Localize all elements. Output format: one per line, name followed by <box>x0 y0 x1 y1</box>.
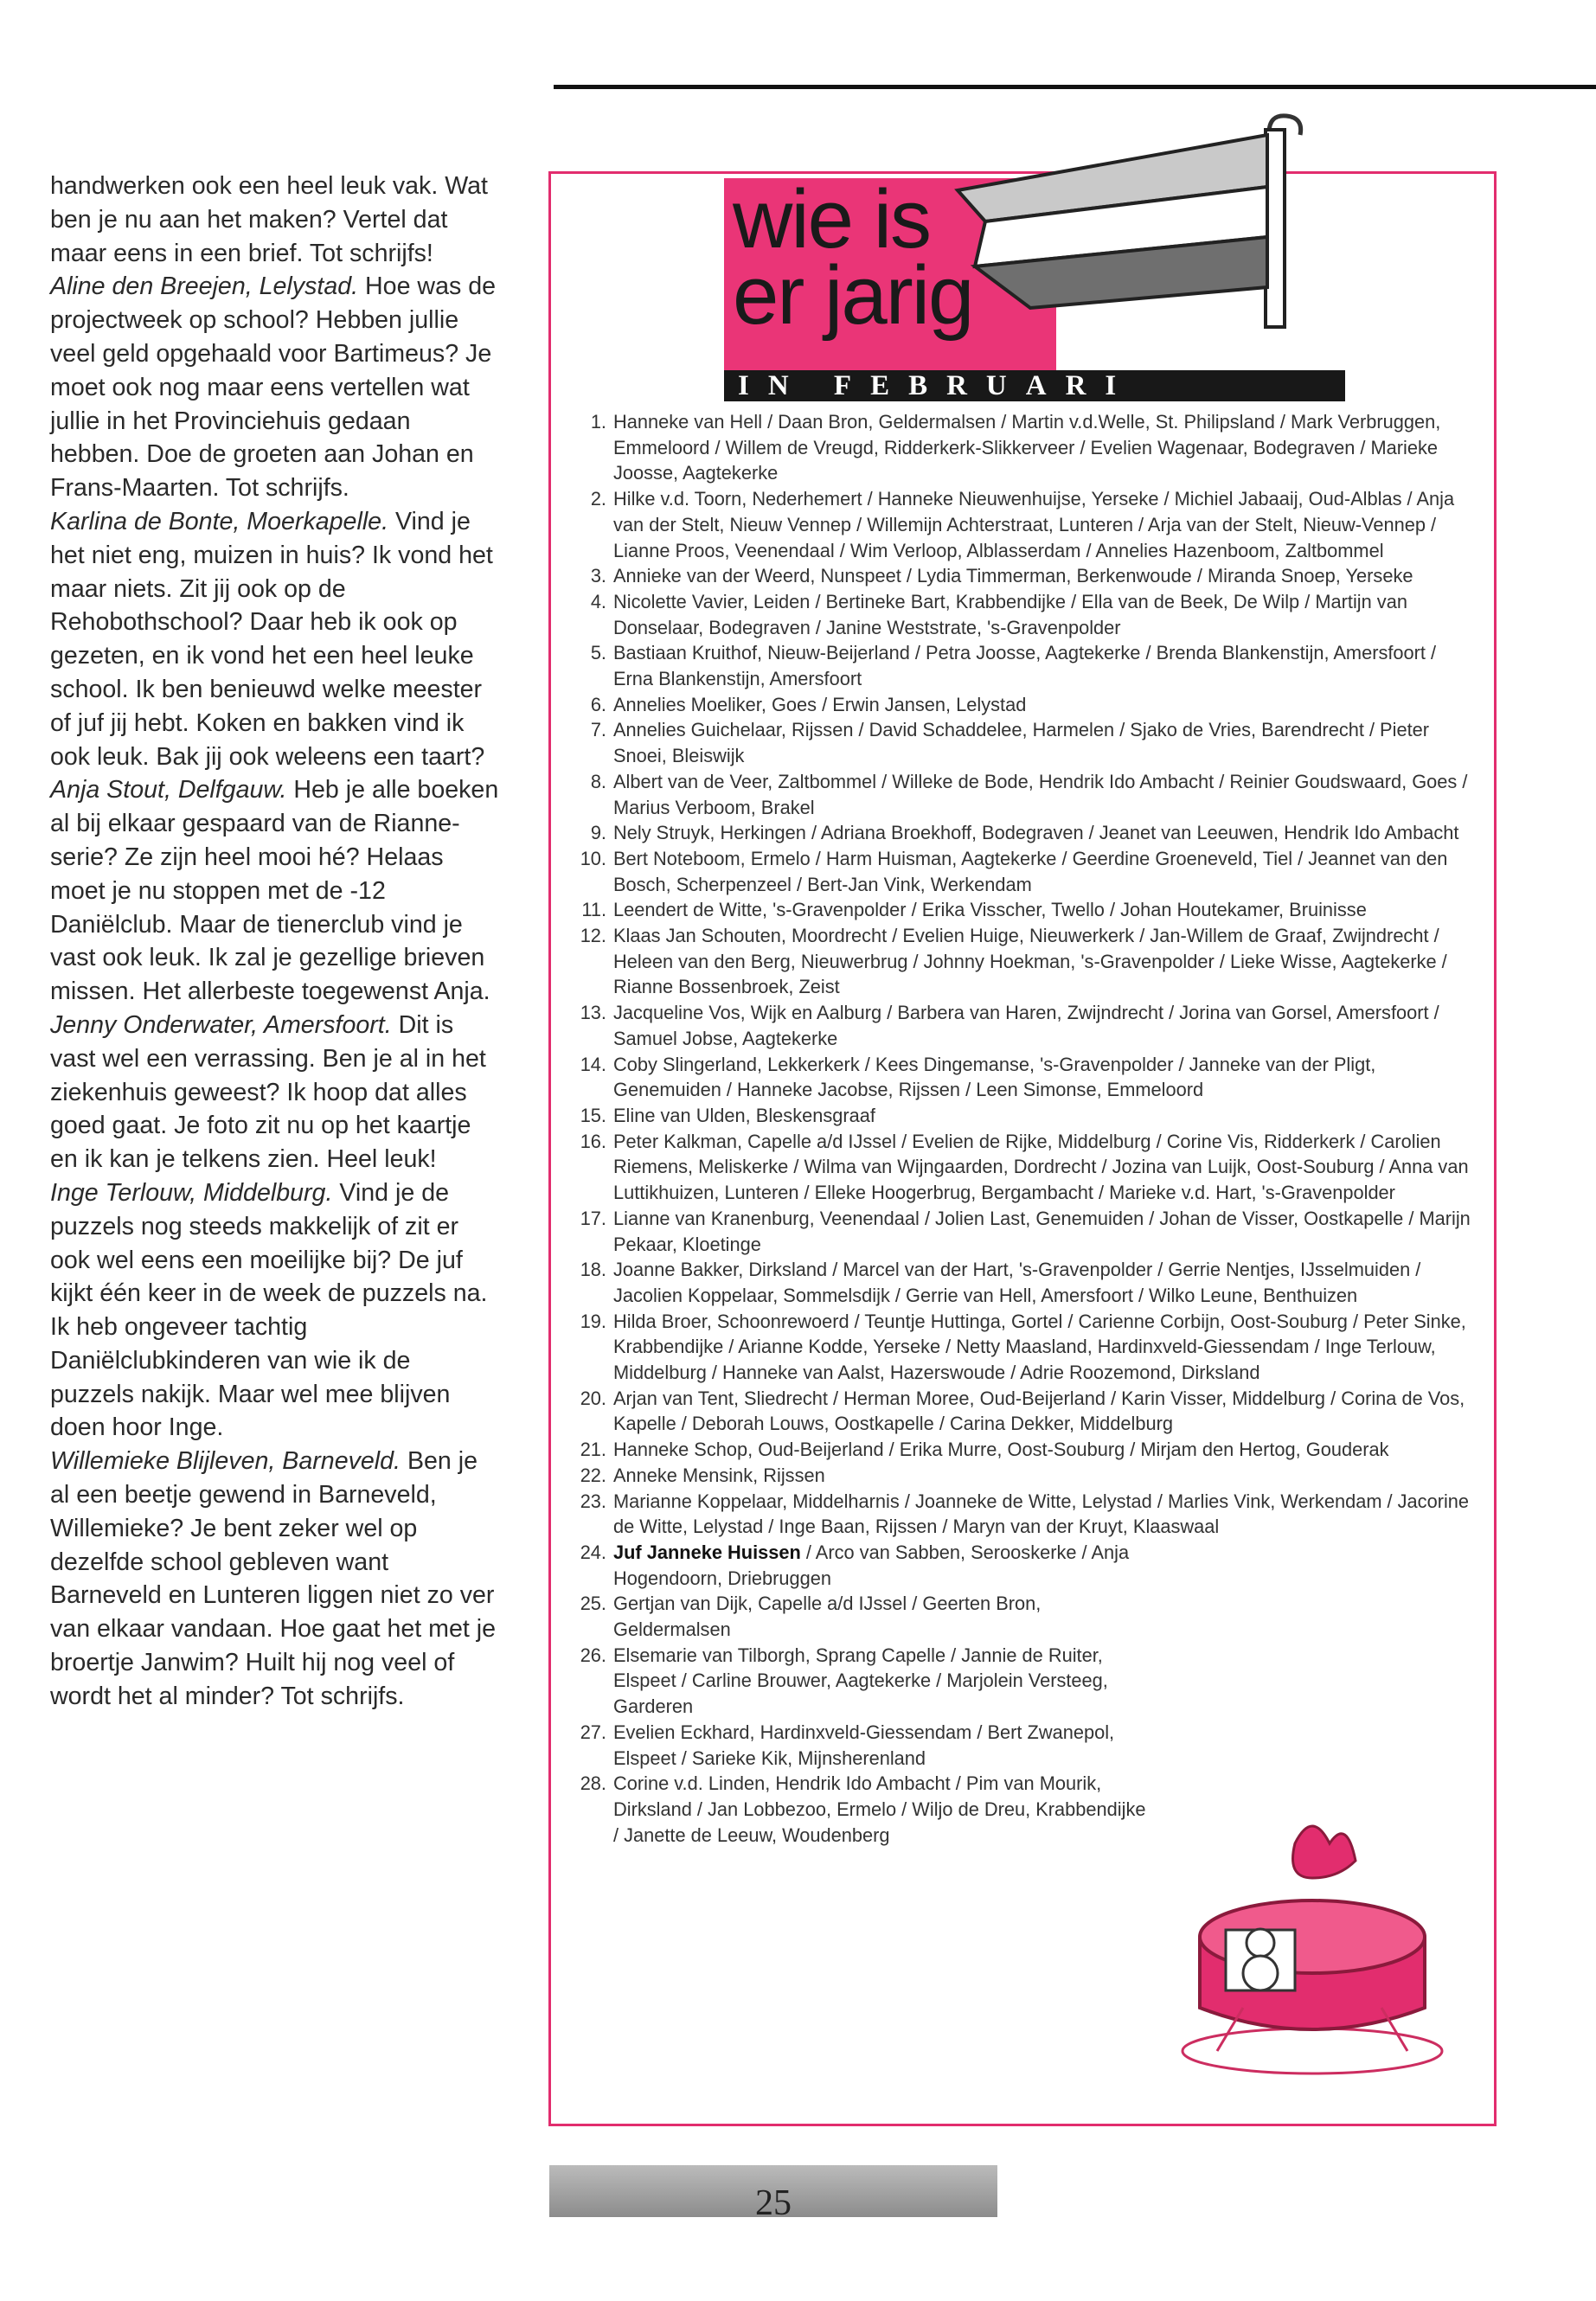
letter-text: Vind je de puzzels nog steeds makkelijk of zit er ook wel eens een moeilijke bij? De juf kijkt één keer in de week de puzzels na. Ik heb ongeveer tachtig Daniëlclubkinderen van wie ik de puzzels nakijk. Maar wel mee blijven doen hoor Inge. <box>50 1178 488 1442</box>
day-number: 25. <box>580 1593 606 1615</box>
title-line-1: wie is <box>733 173 931 266</box>
day-number: 24. <box>580 1541 606 1563</box>
letter-paragraph <box>50 1176 500 1445</box>
letter-text: Dit is vast wel een verrassing. Ben je al in het ziekenhuis geweest? Ik hoop dat alles goed gaat. Je foto zit nu op het kaartje en ik kan je telkens zien. Heel leuk! <box>50 1010 486 1174</box>
day-number: 3. <box>590 565 606 587</box>
list-item <box>575 1103 1475 1129</box>
list-item <box>575 1129 1475 1206</box>
names: Evelien Eckhard, Hardinxveld-Giessendam / Bert Zwanepol, Elspeet / Sarieke Kik, Mijnsherenland <box>613 1721 1115 1769</box>
names: / Arco van Sabben, Serooskerke / Anja Hogendoorn, Driebruggen <box>613 1541 1130 1589</box>
birthday-box <box>548 171 1497 2126</box>
list-item <box>575 769 1475 820</box>
day-number: 8. <box>590 770 606 792</box>
page-footer <box>549 2165 997 2223</box>
list-item <box>575 1540 1150 1591</box>
day-number: 22. <box>580 1464 606 1486</box>
letter-paragraph <box>50 1445 500 1713</box>
list-item <box>575 1000 1475 1051</box>
names: Bert Noteboom, Ermelo / Harm Huisman, Aagtekerke / Geerdine Groeneveld, Tiel / Jeannet van den Bosch, Scherpenzeel / Bert-Jan Vink, Werkendam <box>613 847 1448 895</box>
day-number: 28. <box>580 1772 606 1795</box>
letter-text: Ben je al een beetje gewend in Barneveld, Willemieke? Je bent zeker wel op dezelfde school gebleven want Barneveld en Lunteren liggen niet zo ver van elkaar vandaan. Hoe gaat het met je broertje Janwim? Huilt hij nog veel of wordt het al minder? Tot schrijfs. <box>50 1447 497 1710</box>
highlighted-name: Juf Janneke Huissen <box>613 1541 801 1563</box>
day-number: 21. <box>580 1439 606 1461</box>
names: Arjan van Tent, Sliedrecht / Herman Moree, Oud-Beijerland / Karin Visser, Middelburg / Corina de Vos, Kapelle / Deborah Louws, Oostkapelle / Carina Dekker, Middelburg <box>613 1387 1465 1435</box>
list-item <box>575 1643 1150 1720</box>
letter-recipient: Anja Stout, Delfgauw. <box>50 776 287 804</box>
letters-column <box>50 170 500 1714</box>
names: Annieke van der Weerd, Nunspeet / Lydia Timmerman, Berkenwoude / Miranda Snoep, Yerseke <box>613 565 1413 587</box>
names: Leendert de Witte, 's-Gravenpolder / Erika Visscher, Twello / Johan Houtekamer, Bruinisse <box>613 899 1367 921</box>
list-item <box>575 1257 1475 1308</box>
title-line-2: er jarig <box>733 249 973 342</box>
day-number: 18. <box>580 1259 606 1281</box>
birthday-list <box>575 409 1475 1848</box>
list-item <box>575 820 1475 846</box>
letter-recipient: Aline den Breejen, Lelystad. <box>50 272 359 301</box>
day-number: 6. <box>590 693 606 715</box>
names: Bastiaan Kruithof, Nieuw-Beijerland / Petra Joosse, Aagtekerke / Brenda Blankenstijn, Amersfoort / Erna Blankenstijn, Amersfoort <box>613 642 1437 690</box>
names: Annelies Moeliker, Goes / Erwin Jansen, Lelystad <box>613 693 1027 715</box>
day-number: 23. <box>580 1490 606 1512</box>
names: Hanneke van Hell / Daan Bron, Geldermalsen / Martin v.d.Welle, St. Philipsland / Mark Verbruggen, Emmeloord / Willem de Vreugd, Ridderkerk-Slikkerveer / Evelien Wagenaar, Bodegraven / Marieke Joosse, Aagtekerke <box>613 411 1441 484</box>
letter-text: handwerken ook een heel leuk vak. Wat ben je nu aan het maken? Vertel dat maar eens in een brief. Tot schrijfs! <box>50 172 488 267</box>
day-number: 16. <box>580 1130 606 1152</box>
day-number: 15. <box>580 1104 606 1126</box>
day-number: 12. <box>580 925 606 947</box>
list-item <box>575 1463 1475 1489</box>
letter-paragraph <box>50 1009 500 1176</box>
list-item <box>575 717 1475 768</box>
month-banner: IN FEBRUARI <box>724 370 1345 401</box>
names: Jacqueline Vos, Wijk en Aalburg / Barbera van Haren, Zwijndrecht / Jorina van Gorsel, Amersfoort / Samuel Jobse, Aagtekerke <box>613 1002 1439 1049</box>
letter-text: Vind je het niet eng, muizen in huis? Ik vond het maar niets. Zit jij ook op de Rehobothschool? Daar heb ik ook op gezeten, en ik vond het een heel leuke school. Ik ben benieuwd welke meester of juf jij hebt. Koken en bakken vind ik ook leuk. Bak jij ook weleens een taart? <box>50 507 493 771</box>
list-item <box>575 1309 1475 1386</box>
names: Lianne van Kranenburg, Veenendaal / Jolien Last, Genemuiden / Johan de Visser, Oostkapelle / Marijn Pekaar, Kloetinge <box>613 1207 1471 1255</box>
day-number: 4. <box>590 590 606 612</box>
names: Hanneke Schop, Oud-Beijerland / Erika Murre, Oost-Souburg / Mirjam den Hertog, Gouderak <box>613 1439 1389 1461</box>
day-number: 10. <box>580 847 606 869</box>
list-item <box>575 1720 1150 1771</box>
letter-paragraph <box>50 270 500 505</box>
names: Elsemarie van Tilborgh, Sprang Capelle / Jannie de Ruiter, Elspeet / Carline Brouwer, Aagtekerke / Marjolein Versteeg, Garderen <box>613 1644 1108 1718</box>
list-item <box>575 897 1475 923</box>
day-number: 26. <box>580 1644 606 1666</box>
names: Marianne Koppelaar, Middelharnis / Joanneke de Witte, Lelystad / Marlies Vink, Werkendam / Jacorine de Witte, Lelystad / Inge Baan, Rijssen / Maryn van der Kruyt, Klaaswaal <box>613 1490 1470 1538</box>
names: Hilke v.d. Toorn, Nederhemert / Hanneke Nieuwenhuijse, Yerseke / Michiel Jabaaij, Oud-Alblas / Anja van der Stelt, Nieuw Vennep / Willemijn Achterstraat, Lunteren / Arja van der Stelt, Nieuw-Vennep / Lianne Proos, Veenendaal / Wim Verloop, Alblasserdam / Annelies Hazenboom, Zaltbommel <box>613 488 1455 561</box>
names: Albert van de Veer, Zaltbommel / Willeke de Bode, Hendrik Ido Ambacht / Reinier Goudswaard, Goes / Marius Verboom, Brakel <box>613 770 1468 818</box>
day-number: 17. <box>580 1207 606 1229</box>
letter-paragraph <box>50 505 500 773</box>
letter-recipient: Jenny Onderwater, Amersfoort. <box>50 1010 392 1039</box>
list-item <box>575 1771 1150 1848</box>
names: Anneke Mensink, Rijssen <box>613 1464 825 1486</box>
birthday-cake-icon <box>1165 1791 1459 2086</box>
names: Eline van Ulden, Bleskensgraaf <box>613 1104 875 1126</box>
letter-recipient: Willemieke Blijleven, Barneveld. <box>50 1447 401 1476</box>
letter-text: Hoe was de projectweek op school? Hebben jullie veel geld opgehaald voor Bartimeus? Je moet ook nog maar eens vertellen wat jullie in het Provinciehuis gedaan hebben. Doe de groeten aan Johan en Frans-Maarten. Tot schrijfs. <box>50 272 497 503</box>
dutch-flag-icon <box>940 107 1321 375</box>
names: Annelies Guichelaar, Rijssen / David Schaddelee, Harmelen / Sjako de Vries, Barendrecht / Pieter Snoei, Bleiswijk <box>613 719 1430 767</box>
names: Gertjan van Dijk, Capelle a/d IJssel / Geerten Bron, Geldermalsen <box>613 1593 1042 1641</box>
day-number: 11. <box>581 899 606 921</box>
day-number: 1. <box>590 411 606 433</box>
list-item <box>575 923 1475 1000</box>
list-item <box>575 692 1475 718</box>
list-item <box>575 1489 1475 1540</box>
day-number: 2. <box>590 488 606 510</box>
list-item <box>575 409 1475 486</box>
day-number: 9. <box>590 822 606 844</box>
day-number: 19. <box>580 1310 606 1332</box>
list-item <box>575 1591 1150 1642</box>
list-item <box>575 486 1475 563</box>
letter-paragraph <box>50 773 500 1009</box>
day-number: 14. <box>580 1053 606 1075</box>
page-number: 25 <box>755 2183 792 2223</box>
day-number: 27. <box>580 1721 606 1743</box>
list-item <box>575 1437 1475 1463</box>
names: Corine v.d. Linden, Hendrik Ido Ambacht / Pim van Mourik, Dirksland / Jan Lobbezoo, Ermelo / Wiljo de Dreu, Krabbendijke / Janette de Leeuw, Woudenberg <box>613 1772 1146 1846</box>
list-item <box>575 1386 1475 1437</box>
names: Klaas Jan Schouten, Moordrecht / Evelien Huige, Nieuwerkerk / Jan-Willem de Graaf, Zwijndrecht / Heleen van den Berg, Nieuwerbrug / Johnny Hoekman, 's-Gravenpolder / Lieke Wisse, Aagtekerke / Rianne Bossenbroek, Zeist <box>613 925 1447 998</box>
list-item <box>575 1052 1475 1103</box>
day-number: 13. <box>580 1002 606 1024</box>
letter-text: Heb je alle boeken al bij elkaar gespaard van de Rianne-serie? Ze zijn heel mooi hé? Helaas moet je nu stoppen met de -12 Daniëlclub. Maar de tienerclub vind je vast ook leuk. Ik zal je gezellige brieven missen. Het allerbeste toegewenst Anja. <box>50 776 499 1006</box>
title <box>733 173 973 342</box>
letter-recipient: Karlina de Bonte, Moerkapelle. <box>50 507 389 535</box>
list-item <box>575 589 1475 640</box>
birthday-header <box>724 173 1362 401</box>
names: Peter Kalkman, Capelle a/d IJssel / Evelien de Rijke, Middelburg / Corine Vis, Ridderkerk / Carolien Riemens, Meliskerke / Wilma van Wijngaarden, Dordrecht / Jozina van Luijk, Oost-Souburg / Anna van Luttikhuizen, Lunteren / Elleke Hoogerbrug, Bergambacht / Marieke v.d. Hart, 's-Gravenpolder <box>613 1130 1469 1204</box>
list-item <box>575 563 1475 589</box>
names: Coby Slingerland, Lekkerkerk / Kees Dingemanse, 's-Gravenpolder / Janneke van der Pligt, Genemuiden / Hanneke Jacobse, Rijssen / Leen Simonse, Emmeloord <box>613 1053 1376 1101</box>
letter-recipient: Inge Terlouw, Middelburg. <box>50 1178 333 1207</box>
day-number: 7. <box>590 719 606 741</box>
names: Joanne Bakker, Dirksland / Marcel van der Hart, 's-Gravenpolder / Gerrie Nentjes, IJsselmuiden / Jacolien Koppelaar, Sommelsdijk / Gerrie van Hell, Amersfoort / Wilko Leune, Benthuizen <box>613 1259 1421 1306</box>
names: Hilda Broer, Schoonrewoerd / Teuntje Huttinga, Gortel / Carienne Corbijn, Oost-Souburg / Peter Sinke, Krabbendijke / Arianne Kodde, Yerseke / Netty Maasland, Hardinxveld-Giessendam / Inge Terlouw, Middelburg / Hanneke van Aalst, Hazerswoude / Adrie Roozemond, Dirksland <box>613 1310 1466 1384</box>
list-item <box>575 640 1475 691</box>
list-item <box>575 1206 1475 1257</box>
names: Nely Struyk, Herkingen / Adriana Broekhoff, Bodegraven / Jeanet van Leeuwen, Hendrik Ido Ambacht <box>613 822 1459 844</box>
day-number: 5. <box>590 642 606 664</box>
names: Nicolette Vavier, Leiden / Bertineke Bart, Krabbendijke / Ella van de Beek, De Wilp / Martijn van Donselaar, Bodegraven / Janine Weststrate, 's-Gravenpolder <box>613 590 1407 638</box>
letter-paragraph <box>50 170 500 270</box>
day-number: 20. <box>580 1387 606 1409</box>
list-item <box>575 846 1475 897</box>
top-rule <box>554 85 1596 89</box>
